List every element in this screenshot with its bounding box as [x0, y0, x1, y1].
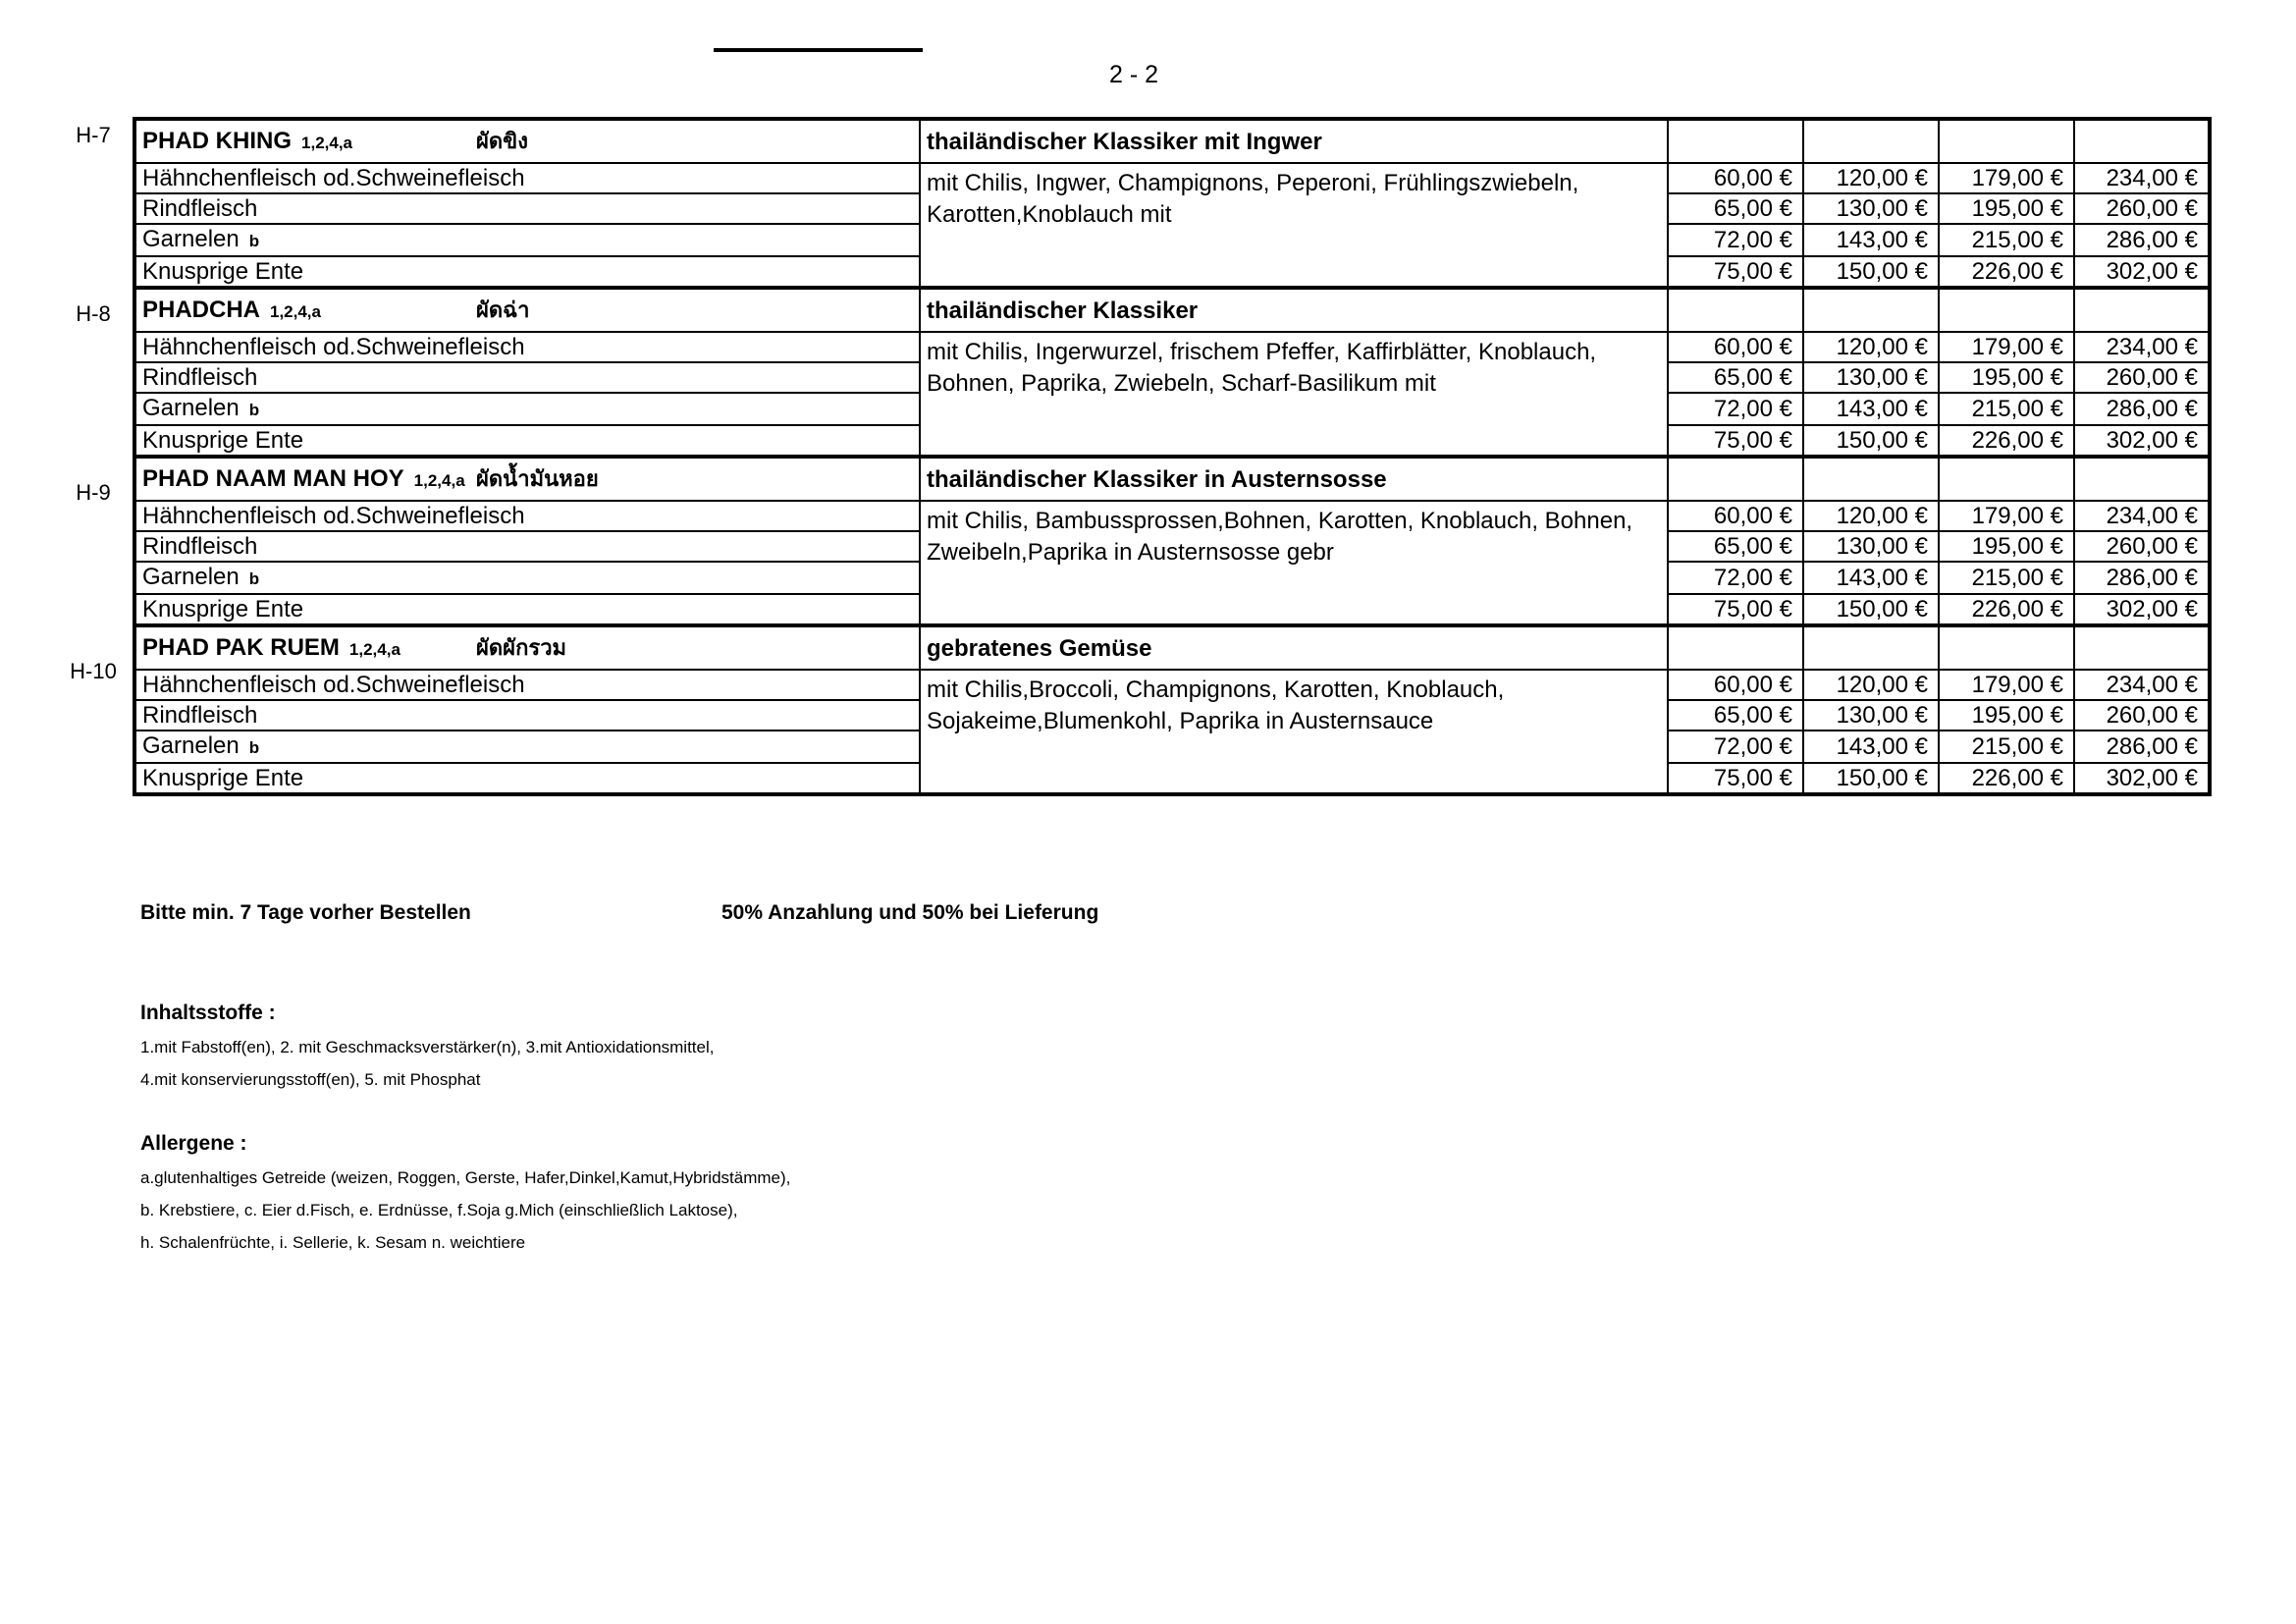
price-header-cell	[1668, 288, 1803, 332]
variant-label: Hähnchenfleisch od.Schweinefleisch	[142, 672, 525, 698]
price-cell: 195,00 €	[1939, 700, 2074, 731]
dish-thai-name: ผัดผักรวม	[476, 635, 567, 661]
variant-label: Rindfleisch	[142, 364, 258, 391]
top-rule	[714, 48, 923, 52]
dish-title-cell	[134, 625, 920, 670]
price-cell: 120,00 €	[1803, 163, 1939, 193]
dish-title-cell	[134, 119, 920, 163]
variant-label: Knusprige Ente	[142, 596, 304, 623]
variant-cell	[134, 163, 920, 193]
price-cell: 143,00 €	[1803, 393, 1939, 425]
price-cell: 130,00 €	[1803, 700, 1939, 731]
price-cell: 226,00 €	[1939, 425, 2074, 457]
table-row	[134, 501, 2210, 531]
dish-header-row	[134, 288, 2210, 332]
variant-cell	[134, 731, 920, 763]
allergen-tag: b	[248, 232, 260, 250]
price-header-cell	[2074, 457, 2210, 501]
variant-label: Rindfleisch	[142, 195, 258, 222]
price-cell: 143,00 €	[1803, 562, 1939, 594]
variant-cell	[134, 425, 920, 457]
dish-name: PHADCHA	[142, 296, 260, 323]
dish-thai-name: ผัดฉ่า	[476, 298, 530, 323]
allergens-line: a.glutenhaltiges Getreide (weizen, Roggen, Gerste, Hafer,Dinkel,Kamut,Hybridstämme),	[140, 1168, 791, 1187]
price-cell: 234,00 €	[2074, 332, 2210, 362]
price-header-cell	[1668, 119, 1803, 163]
price-cell: 75,00 €	[1668, 594, 1803, 625]
order-notice: Bitte min. 7 Tage vorher Bestellen	[140, 901, 471, 924]
price-cell: 179,00 €	[1939, 332, 2074, 362]
variant-cell	[134, 332, 920, 362]
price-cell: 72,00 €	[1668, 224, 1803, 256]
price-cell: 60,00 €	[1668, 670, 1803, 700]
variant-cell	[134, 362, 920, 393]
variant-cell	[134, 763, 920, 794]
dish-header-row	[134, 625, 2210, 670]
variant-cell	[134, 393, 920, 425]
dish-description: mit Chilis,Broccoli, Champignons, Karotten, Knoblauch, Sojakeime,Blumenkohl, Paprika in Austernsauce	[920, 670, 1668, 794]
price-cell: 65,00 €	[1668, 362, 1803, 393]
dish-name-block	[142, 296, 456, 326]
allergens-title: Allergene :	[140, 1132, 247, 1155]
price-cell: 150,00 €	[1803, 425, 1939, 457]
table-row	[134, 670, 2210, 700]
price-cell: 286,00 €	[2074, 393, 2210, 425]
price-header-cell	[2074, 288, 2210, 332]
variant-cell	[134, 670, 920, 700]
ingredients-line: 4.mit konservierungsstoff(en), 5. mit Phosphat	[140, 1070, 481, 1089]
price-cell: 226,00 €	[1939, 256, 2074, 288]
price-header-cell	[1939, 457, 2074, 501]
price-cell: 302,00 €	[2074, 763, 2210, 794]
price-cell: 65,00 €	[1668, 700, 1803, 731]
dish-description: mit Chilis, Bambussprossen,Bohnen, Karotten, Knoblauch, Bohnen, Zweibeln,Paprika in Austernsosse gebr	[920, 501, 1668, 625]
page-number: 2 - 2	[1109, 61, 1159, 88]
price-cell: 60,00 €	[1668, 501, 1803, 531]
ingredients-line: 1.mit Fabstoff(en), 2. mit Geschmacksverstärker(n), 3.mit Antioxidationsmittel,	[140, 1038, 715, 1056]
payment-notice: 50% Anzahlung und 50% bei Lieferung	[721, 901, 1099, 924]
allergen-tag: b	[248, 738, 260, 757]
price-cell: 215,00 €	[1939, 562, 2074, 594]
price-cell: 260,00 €	[2074, 700, 2210, 731]
variant-cell	[134, 193, 920, 224]
dish-headline: thailändischer Klassiker in Austernsosse	[920, 457, 1668, 501]
dish-name: PHAD PAK RUEM	[142, 633, 340, 661]
price-cell: 260,00 €	[2074, 193, 2210, 224]
price-cell: 234,00 €	[2074, 163, 2210, 193]
dish-description: mit Chilis, Ingerwurzel, frischem Pfeffer, Kaffirblätter, Knoblauch, Bohnen, Paprika, Zwiebeln, Scharf-Basilikum mit	[920, 332, 1668, 457]
variant-label: Rindfleisch	[142, 702, 258, 729]
variant-cell	[134, 224, 920, 256]
allergen-tag: b	[248, 569, 260, 588]
dish-name: PHAD KHING	[142, 127, 293, 154]
price-cell: 130,00 €	[1803, 193, 1939, 224]
dish-code: H-9	[76, 480, 111, 505]
dish-headline: thailändischer Klassiker	[920, 288, 1668, 332]
price-cell: 260,00 €	[2074, 362, 2210, 393]
price-header-cell	[1803, 457, 1939, 501]
price-cell: 75,00 €	[1668, 763, 1803, 794]
dish-headline: thailändischer Klassiker mit Ingwer	[920, 119, 1668, 163]
dish-thai-name: ผัดขิง	[476, 129, 528, 154]
price-cell: 150,00 €	[1803, 256, 1939, 288]
price-cell: 286,00 €	[2074, 731, 2210, 763]
price-header-cell	[1803, 288, 1939, 332]
price-cell: 226,00 €	[1939, 594, 2074, 625]
price-cell: 302,00 €	[2074, 425, 2210, 457]
price-cell: 234,00 €	[2074, 501, 2210, 531]
ingredients-title: Inhaltsstoffe :	[140, 1001, 276, 1024]
table-row	[134, 332, 2210, 362]
dish-header-row	[134, 119, 2210, 163]
allergen-tag: b	[248, 401, 260, 419]
variant-label: Hähnchenfleisch od.Schweinefleisch	[142, 503, 525, 529]
price-cell: 120,00 €	[1803, 332, 1939, 362]
price-cell: 302,00 €	[2074, 594, 2210, 625]
price-cell: 195,00 €	[1939, 531, 2074, 562]
variant-label: Rindfleisch	[142, 533, 258, 560]
variant-label: Knusprige Ente	[142, 765, 304, 791]
price-header-cell	[2074, 625, 2210, 670]
price-header-cell	[1939, 625, 2074, 670]
price-header-cell	[1803, 119, 1939, 163]
price-cell: 120,00 €	[1803, 501, 1939, 531]
price-cell: 226,00 €	[1939, 763, 2074, 794]
dish-additives: 1,2,4,a	[301, 133, 353, 152]
price-cell: 72,00 €	[1668, 731, 1803, 763]
price-cell: 75,00 €	[1668, 256, 1803, 288]
dish-header-row	[134, 457, 2210, 501]
allergens-line: b. Krebstiere, c. Eier d.Fisch, e. Erdnüsse, f.Soja g.Mich (einschließlich Laktose),	[140, 1201, 738, 1219]
price-cell: 72,00 €	[1668, 393, 1803, 425]
price-cell: 195,00 €	[1939, 362, 2074, 393]
price-header-cell	[1803, 625, 1939, 670]
price-cell: 75,00 €	[1668, 425, 1803, 457]
dish-code: H-10	[70, 659, 117, 683]
dish-code: H-8	[76, 301, 111, 326]
dish-name: PHAD NAAM MAN HOY	[142, 464, 404, 492]
variant-label: Garnelen	[142, 226, 240, 252]
variant-cell	[134, 562, 920, 594]
dish-description: mit Chilis, Ingwer, Champignons, Peperoni, Frühlingszwiebeln, Karotten,Knoblauch mit	[920, 163, 1668, 288]
price-cell: 179,00 €	[1939, 501, 2074, 531]
variant-label: Knusprige Ente	[142, 427, 304, 454]
price-cell: 143,00 €	[1803, 224, 1939, 256]
variant-cell	[134, 531, 920, 562]
dish-additives: 1,2,4,a	[348, 639, 400, 659]
variant-label: Garnelen	[142, 732, 240, 759]
price-cell: 195,00 €	[1939, 193, 2074, 224]
price-cell: 215,00 €	[1939, 731, 2074, 763]
price-cell: 179,00 €	[1939, 670, 2074, 700]
price-cell: 286,00 €	[2074, 224, 2210, 256]
variant-cell	[134, 700, 920, 731]
variant-cell	[134, 256, 920, 288]
dish-additives: 1,2,4,a	[270, 301, 321, 321]
price-cell: 150,00 €	[1803, 763, 1939, 794]
price-cell: 130,00 €	[1803, 362, 1939, 393]
allergens-line: h. Schalenfrüchte, i. Sellerie, k. Sesam n. weichtiere	[140, 1233, 526, 1252]
variant-label: Hähnchenfleisch od.Schweinefleisch	[142, 334, 525, 360]
dish-thai-name: ผัดน้ำมันหอย	[476, 466, 599, 492]
price-cell: 150,00 €	[1803, 594, 1939, 625]
price-cell: 143,00 €	[1803, 731, 1939, 763]
price-header-cell	[1939, 119, 2074, 163]
table-row	[134, 163, 2210, 193]
price-header-cell	[1939, 288, 2074, 332]
price-cell: 65,00 €	[1668, 531, 1803, 562]
price-cell: 302,00 €	[2074, 256, 2210, 288]
price-cell: 215,00 €	[1939, 224, 2074, 256]
price-header-cell	[1668, 625, 1803, 670]
dish-name-block	[142, 633, 456, 664]
price-cell: 60,00 €	[1668, 332, 1803, 362]
price-cell: 65,00 €	[1668, 193, 1803, 224]
price-cell: 60,00 €	[1668, 163, 1803, 193]
dish-headline: gebratenes Gemüse	[920, 625, 1668, 670]
variant-cell	[134, 501, 920, 531]
dish-name-block	[142, 127, 456, 157]
variant-label: Knusprige Ente	[142, 258, 304, 285]
price-cell: 130,00 €	[1803, 531, 1939, 562]
price-cell: 234,00 €	[2074, 670, 2210, 700]
menu-table	[133, 117, 2212, 796]
variant-label: Garnelen	[142, 564, 240, 590]
price-cell: 260,00 €	[2074, 531, 2210, 562]
price-cell: 72,00 €	[1668, 562, 1803, 594]
price-cell: 215,00 €	[1939, 393, 2074, 425]
price-header-cell	[2074, 119, 2210, 163]
price-header-cell	[1668, 457, 1803, 501]
price-cell: 286,00 €	[2074, 562, 2210, 594]
variant-cell	[134, 594, 920, 625]
price-cell: 120,00 €	[1803, 670, 1939, 700]
dish-additives: 1,2,4,a	[413, 470, 465, 490]
variant-label: Garnelen	[142, 395, 240, 421]
dish-code: H-7	[76, 123, 111, 147]
dish-title-cell	[134, 288, 920, 332]
dish-title-cell	[134, 457, 920, 501]
dish-name-block	[142, 464, 465, 495]
price-cell: 179,00 €	[1939, 163, 2074, 193]
variant-label: Hähnchenfleisch od.Schweinefleisch	[142, 165, 525, 191]
